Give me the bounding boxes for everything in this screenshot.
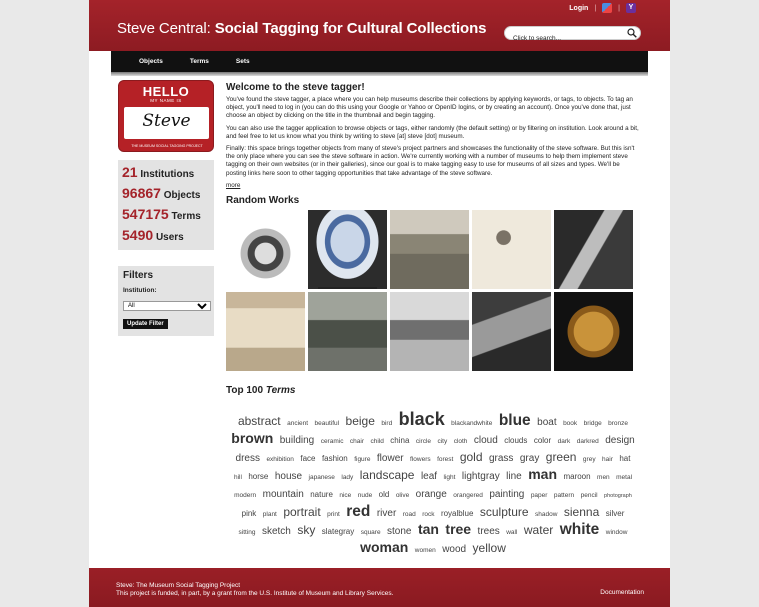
tag-abstract[interactable]: abstract — [237, 413, 281, 428]
tag-design[interactable]: design — [605, 434, 635, 446]
tag-landscape[interactable]: landscape — [359, 467, 415, 482]
tag-silver[interactable]: silver — [605, 508, 625, 518]
tag-rock[interactable]: rock — [422, 510, 435, 518]
tag-shadow[interactable]: shadow — [535, 510, 558, 518]
tag-photograph[interactable]: photograph — [604, 492, 632, 499]
tag-water[interactable]: water — [523, 522, 554, 537]
footer-funding: This project is funded, in part, by a grant from the U.S. Institute of Museum and Library Services. — [116, 590, 394, 597]
tag-hill[interactable]: hill — [233, 473, 242, 481]
tag-blackandwhite[interactable]: blackandwhite — [451, 419, 493, 427]
tag-ancient[interactable]: ancient — [287, 419, 309, 427]
main-nav — [111, 51, 648, 72]
site-title[interactable]: Steve Central: Social Tagging for Cultural Collections — [117, 20, 487, 37]
tag-gold[interactable]: gold — [459, 449, 483, 464]
tag-lightgray[interactable]: lightgray — [461, 470, 500, 482]
work-thumbnail[interactable] — [472, 292, 551, 371]
tag-japanese[interactable]: japanese — [308, 473, 335, 481]
tag-white[interactable]: white — [559, 520, 600, 538]
tag-tan[interactable]: tan — [417, 520, 439, 537]
tag-house[interactable]: house — [274, 470, 303, 482]
tag-pink[interactable]: pink — [241, 508, 257, 518]
tag-green[interactable]: green — [545, 449, 577, 464]
more-link[interactable]: more — [226, 181, 241, 189]
tag-man[interactable]: man — [528, 465, 557, 482]
documentation-link[interactable]: Documentation — [600, 589, 644, 596]
stat-users: 5490 Users — [122, 227, 184, 243]
tag-men[interactable]: men — [597, 473, 610, 481]
tag-china[interactable]: china — [390, 435, 410, 445]
tag-stone[interactable]: stone — [387, 525, 412, 537]
nav-objects[interactable]: Objects — [139, 58, 163, 65]
tag-bronze[interactable]: bronze — [608, 419, 629, 427]
tag-cloth[interactable]: cloth — [453, 437, 468, 445]
tag-dark[interactable]: dark — [557, 437, 571, 445]
tag-fashion[interactable]: fashion — [321, 453, 348, 463]
institution-label: Institution: — [123, 287, 157, 294]
tag-brown[interactable]: brown — [231, 429, 274, 446]
page-title: Welcome to the steve tagger! — [226, 82, 365, 93]
tag-painting[interactable]: painting — [489, 488, 525, 500]
sidebar — [118, 80, 216, 336]
work-thumbnail[interactable] — [390, 292, 469, 371]
work-thumbnail[interactable] — [554, 292, 633, 371]
stat-objects: 96867 Objects — [122, 185, 201, 201]
tag-lady[interactable]: lady — [341, 473, 354, 481]
tag-exhibition[interactable]: exhibition — [266, 455, 294, 463]
tag-cloud[interactable]: cloud — [473, 434, 498, 446]
tag-beautiful[interactable]: beautiful — [314, 419, 340, 427]
tag-forest[interactable]: forest — [437, 455, 454, 463]
tag-beige[interactable]: beige — [345, 413, 375, 428]
tag-cloud — [226, 408, 640, 558]
top-links: Login | | Y — [569, 3, 636, 13]
tag-child[interactable]: child — [370, 437, 384, 445]
institution-select[interactable] — [123, 301, 211, 311]
tag-window[interactable]: window — [605, 528, 628, 536]
work-thumbnail[interactable] — [308, 292, 387, 371]
page — [89, 0, 670, 607]
tag-print[interactable]: print — [327, 510, 340, 518]
tag-maroon[interactable]: maroon — [563, 471, 591, 481]
filters-title: Filters — [123, 270, 154, 281]
finally-paragraph: Finally: this space brings together objects from many of steve's project partners and showcases the functionality of the steve software. But this isn't the only place where you can see the steve software in action. We're currently working with a number of museums to help them implement steve tagging on their own websites (or in their galleries), since our goal is to make tagging easy to use for museums of all sizes and types. We'll be posting links here soon to other tagging opportunities that take advantage of the steve software. — [226, 145, 635, 177]
tag-mountain[interactable]: mountain — [262, 488, 304, 500]
tag-chair[interactable]: chair — [349, 437, 364, 445]
tag-nice[interactable]: nice — [339, 491, 352, 499]
tag-face[interactable]: face — [300, 453, 316, 463]
stat-terms: 547175 Terms — [122, 206, 201, 222]
yahoo-icon[interactable]: Y — [626, 3, 636, 13]
browse-paragraph: You can also use the tagger application to browse objects or tags, either randomly (the default setting) or by filtering on institution. Look around a bit, and feel free to let us know what you think by writing to steve [at] steve [dot] museum. — [226, 124, 639, 140]
tag-blue[interactable]: blue — [498, 411, 531, 429]
tag-sky[interactable]: sky — [297, 522, 316, 537]
tag-slategray[interactable]: slategray — [321, 526, 355, 536]
tag-book[interactable]: book — [563, 419, 578, 427]
tag-city[interactable]: city — [437, 437, 448, 445]
tag-ceramic[interactable]: ceramic — [320, 437, 344, 445]
work-thumbnail[interactable] — [308, 210, 387, 289]
main-content — [226, 82, 640, 558]
tag-dress[interactable]: dress — [235, 452, 260, 464]
search-box — [504, 26, 641, 40]
tag-flower[interactable]: flower — [376, 452, 404, 464]
tag-black[interactable]: black — [398, 408, 445, 429]
google-icon[interactable] — [602, 3, 612, 13]
tag-red[interactable]: red — [346, 502, 371, 520]
site-stats — [118, 160, 214, 250]
tag-color[interactable]: color — [533, 435, 552, 445]
top-terms-heading: Top 100 Terms — [226, 384, 296, 396]
tag-light[interactable]: light — [443, 473, 456, 481]
tag-square[interactable]: square — [360, 528, 381, 536]
tag-leaf[interactable]: leaf — [420, 470, 438, 482]
work-thumbnail[interactable] — [226, 292, 305, 371]
tag-circle[interactable]: circle — [415, 437, 432, 445]
tag-grey[interactable]: grey — [582, 455, 596, 463]
site-footer — [89, 568, 670, 607]
tag-sitting[interactable]: sitting — [238, 528, 256, 536]
search-input[interactable] — [513, 35, 623, 42]
tag-olive[interactable]: olive — [395, 491, 410, 499]
nav-terms[interactable]: Terms — [189, 58, 209, 65]
tag-metal[interactable]: metal — [616, 473, 633, 481]
tag-wood[interactable]: wood — [442, 543, 467, 555]
tag-building[interactable]: building — [279, 434, 315, 446]
tag-woman[interactable]: woman — [360, 538, 409, 555]
tag-bridge[interactable]: bridge — [583, 419, 602, 427]
footer-project-name: Steve: The Museum Social Tagging Project — [116, 582, 241, 589]
tag-horse[interactable]: horse — [248, 471, 269, 481]
work-thumbnail[interactable] — [472, 210, 551, 289]
nav-sets[interactable]: Sets — [235, 58, 250, 65]
tag-road[interactable]: road — [402, 510, 416, 518]
tag-wall[interactable]: wall — [506, 528, 518, 536]
tag-yellow[interactable]: yellow — [472, 540, 506, 555]
tag-bird[interactable]: bird — [381, 419, 393, 427]
tag-figure[interactable]: figure — [354, 455, 371, 463]
tag-tree[interactable]: tree — [445, 520, 472, 537]
tag-plant[interactable]: plant — [262, 510, 277, 518]
tag-royalblue[interactable]: royalblue — [440, 508, 474, 518]
nav-shadow — [111, 72, 648, 76]
tag-sketch[interactable]: sketch — [261, 525, 291, 537]
tag-grass[interactable]: grass — [488, 452, 514, 464]
tag-pattern[interactable]: pattern — [553, 491, 575, 499]
hello-steve-logo[interactable]: HELLO MY NAME IS Steve THE MUSEUM SOCIAL TAGGING PROJECT — [118, 80, 214, 152]
random-works-heading: Random Works — [226, 194, 300, 206]
tag-women[interactable]: women — [414, 546, 436, 554]
tag-trees[interactable]: trees — [477, 525, 500, 537]
tag-clouds[interactable]: clouds — [504, 435, 528, 445]
tag-modern[interactable]: modern — [234, 491, 257, 499]
work-thumbnail[interactable] — [226, 210, 305, 289]
tag-old[interactable]: old — [378, 489, 390, 499]
tag-sculpture[interactable]: sculpture — [479, 504, 529, 519]
update-filter-button[interactable]: Update Filter — [123, 319, 168, 329]
tag-darkred[interactable]: darkred — [576, 437, 599, 445]
tag-orangered[interactable]: orangered — [453, 491, 483, 499]
work-thumbnail[interactable] — [390, 210, 469, 289]
tag-sienna[interactable]: sienna — [563, 504, 600, 519]
tag-paper[interactable]: paper — [530, 491, 548, 499]
stat-institutions: 21 Institutions — [122, 164, 195, 180]
tag-river[interactable]: river — [376, 507, 397, 519]
tag-pencil[interactable]: pencil — [580, 491, 598, 499]
intro-paragraph: You've found the steve tagger, a place where you can help museums describe their collections by applying keywords, or tags, to objects. To tag an object, you'll need to log in (you can do this using your Google or Yahoo or OpenID logins, or by creating an account). Once you've done that, just choose an object by clicking on the title in the thumbnail and begin tagging. — [226, 96, 633, 120]
search-icon[interactable] — [627, 28, 637, 38]
tag-orange[interactable]: orange — [415, 488, 447, 500]
tag-nature[interactable]: nature — [310, 489, 333, 499]
tag-boat[interactable]: boat — [537, 416, 557, 428]
tag-hat[interactable]: hat — [619, 453, 631, 463]
tag-hair[interactable]: hair — [602, 455, 613, 463]
tag-gray[interactable]: gray — [519, 452, 540, 464]
login-link[interactable]: Login — [569, 4, 589, 12]
site-header — [89, 0, 670, 51]
tag-portrait[interactable]: portrait — [283, 504, 321, 519]
tag-nude[interactable]: nude — [357, 491, 373, 499]
work-thumbnail[interactable] — [554, 210, 633, 289]
tag-flowers[interactable]: flowers — [410, 455, 431, 463]
filters-panel — [118, 266, 214, 336]
random-works-grid — [226, 210, 640, 371]
tag-line[interactable]: line — [506, 470, 522, 482]
